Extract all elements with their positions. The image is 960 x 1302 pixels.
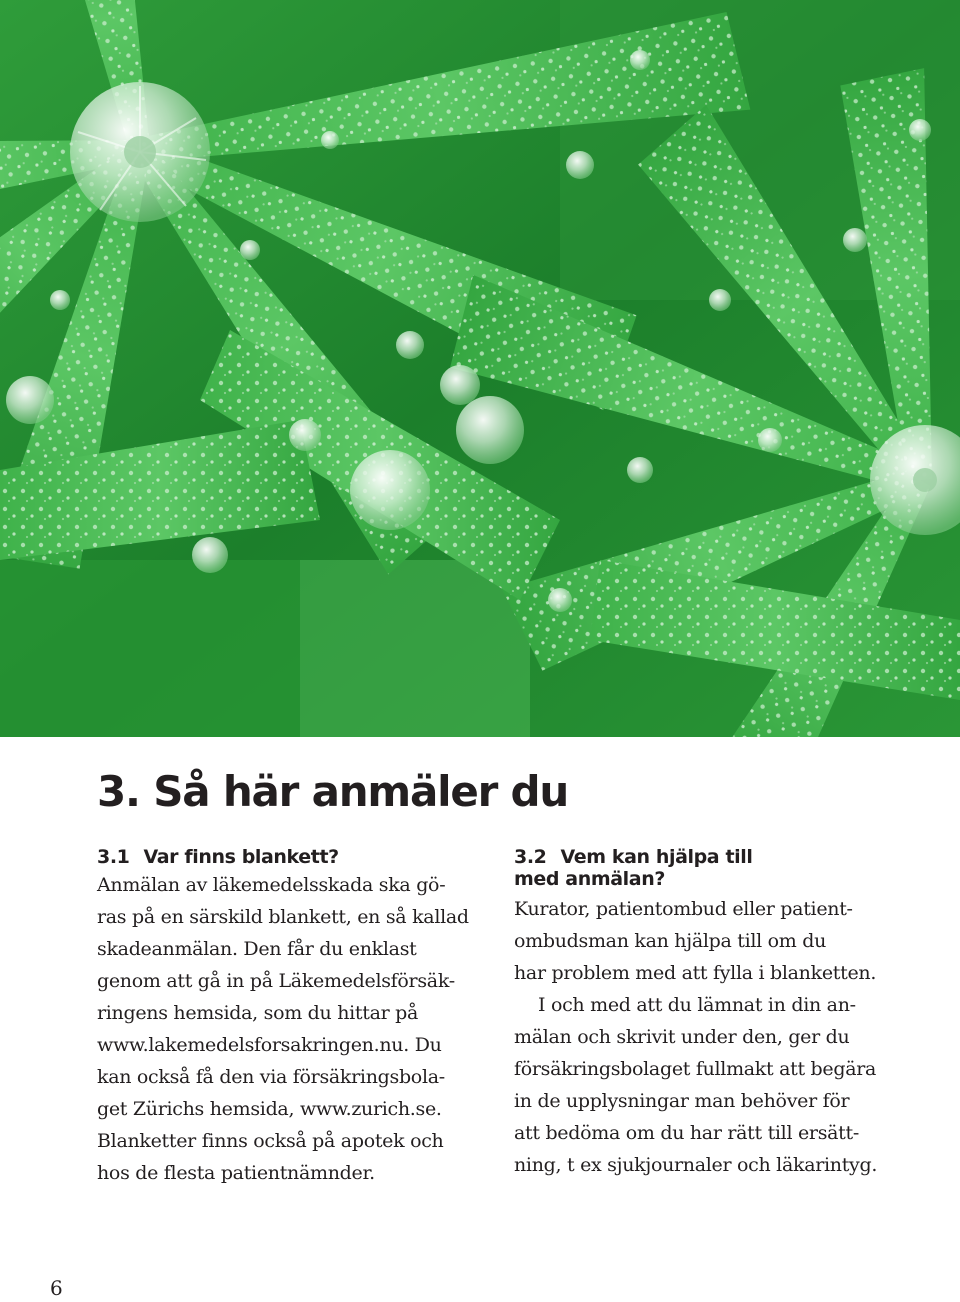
section-heading-text-cont: med anmälan?	[514, 868, 665, 890]
section-body	[514, 893, 894, 1181]
body-line: mälan och skrivit under den, ger du	[514, 1026, 850, 1048]
body-line: genom att gå in på Läkemedelsförsäk-	[97, 970, 455, 992]
body-line: Anmälan av läkemedelsskada ska gö-	[97, 874, 446, 896]
section-body	[97, 869, 487, 1189]
section-heading-text: Vem kan hjälpa till	[560, 846, 753, 868]
body-line: in de upplysningar man behöver för	[514, 1090, 850, 1112]
section-heading	[97, 846, 487, 868]
section-heading	[514, 846, 894, 890]
body-line: ombudsman kan hjälpa till om du	[514, 930, 827, 952]
body-line: kan också få den via försäkringsbola-	[97, 1066, 445, 1088]
body-line: hos de flesta patientnämnder.	[97, 1162, 375, 1184]
section-var-finns-blankett	[97, 846, 487, 1189]
body-line: försäkringsbolaget fullmakt att begära	[514, 1058, 877, 1080]
body-line: get Zürichs hemsida, www.zurich.se.	[97, 1098, 442, 1120]
section-vem-kan-hjalpa	[514, 846, 894, 1181]
body-line: skadeanmälan. Den får du enklast	[97, 938, 417, 960]
chapter-title: 3. Så här anmäler du	[97, 767, 569, 816]
body-line: Blanketter finns också på apotek och	[97, 1130, 444, 1152]
body-line: har problem med att fylla i blanketten.	[514, 962, 877, 984]
body-line: ringens hemsida, som du hittar på	[97, 1002, 419, 1024]
section-number: 3.2	[514, 846, 547, 868]
section-heading-text: Var finns blankett?	[143, 846, 339, 868]
body-line-paragraph-start: I och med att du lämnat in din an-	[538, 994, 856, 1016]
section-number: 3.1	[97, 846, 130, 868]
body-line: ras på en särskild blankett, en så kallad	[97, 906, 469, 928]
page-number: 6	[50, 1276, 63, 1300]
body-line: www.lakemedelsforsakringen.nu. Du	[97, 1034, 442, 1056]
body-line: ning, t ex sjukjournaler och läkarintyg.	[514, 1154, 878, 1176]
body-line: att bedöma om du har rätt till ersätt-	[514, 1122, 859, 1144]
body-line: Kurator, patientombud eller patient-	[514, 898, 853, 920]
